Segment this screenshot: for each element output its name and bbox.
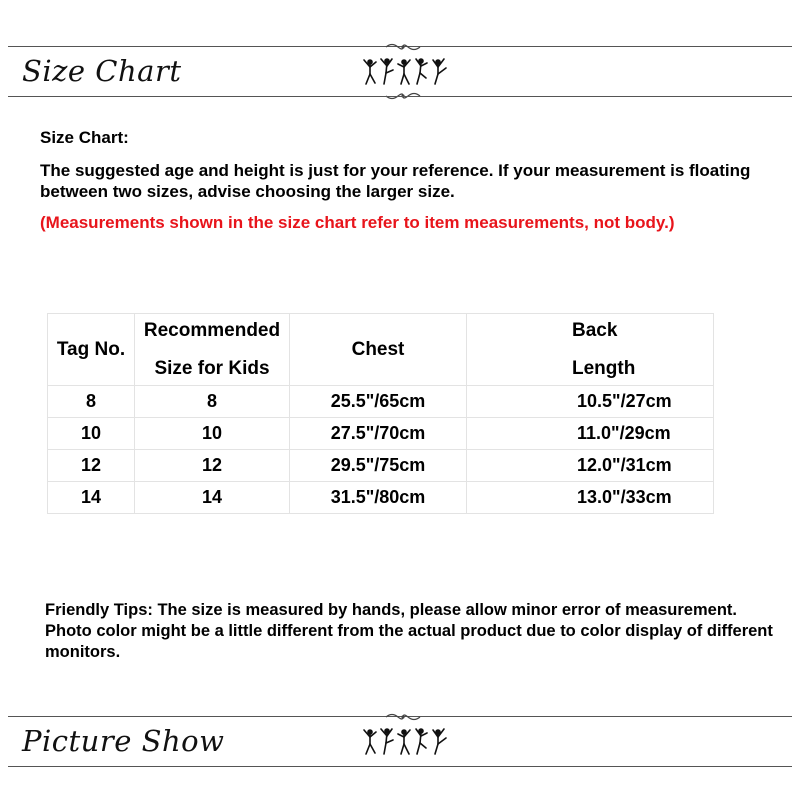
table-row [48,450,714,482]
friendly-tips: Friendly Tips: The size is measured by hands, please allow minor error of measurement. Photo color might be a little different from the actual product due to color display of different monitors. [45,601,773,661]
banner-title: Picture Show [22,724,225,758]
cell-chest: 31.5"/80cm [290,482,467,514]
header-back-length [467,314,714,386]
cell-chest: 29.5"/75cm [290,450,467,482]
cell-recommended: 14 [135,482,290,514]
header-recommended-line1: Recommended [143,319,281,341]
table-row [48,386,714,418]
ballet-dancers-icon [362,56,452,86]
ornament-flourish-icon [384,42,422,52]
cell-chest: 27.5"/70cm [290,418,467,450]
measurement-warning: (Measurements shown in the size chart refer to item measurements, not body.) [40,213,675,232]
header-tag-no: Tag No. [48,314,135,386]
cell-back-length: 13.0"/33cm [467,482,714,514]
cell-back-length: 12.0"/31cm [467,450,714,482]
picture-show-banner [0,712,800,768]
cell-tag: 10 [48,418,135,450]
cell-recommended: 8 [135,386,290,418]
size-table [47,313,714,514]
banner-bottom-rule [8,766,792,767]
table-row [48,418,714,450]
header-back-line2: Length [572,357,636,379]
size-chart-banner [0,42,800,98]
ballet-dancers-icon [362,726,452,756]
cell-tag: 14 [48,482,135,514]
cell-tag: 12 [48,450,135,482]
banner-title: Size Chart [22,54,182,88]
section-heading: Size Chart: [40,128,129,147]
cell-recommended: 10 [135,418,290,450]
header-recommended-line2: Size for Kids [154,357,270,379]
cell-tag: 8 [48,386,135,418]
cell-chest: 25.5"/65cm [290,386,467,418]
table-header-row [48,314,714,386]
size-notice: The suggested age and height is just for your reference. If your measurement is floating between two sizes, advise choosing the larger size. [40,161,751,201]
banner-bottom-rule [8,96,792,97]
header-recommended-size [135,314,290,386]
header-chest: Chest [290,314,467,386]
header-back-line1: Back [572,319,618,341]
table-row [48,482,714,514]
cell-recommended: 12 [135,450,290,482]
cell-back-length: 11.0"/29cm [467,418,714,450]
ornament-flourish-icon [384,712,422,722]
cell-back-length: 10.5"/27cm [467,386,714,418]
